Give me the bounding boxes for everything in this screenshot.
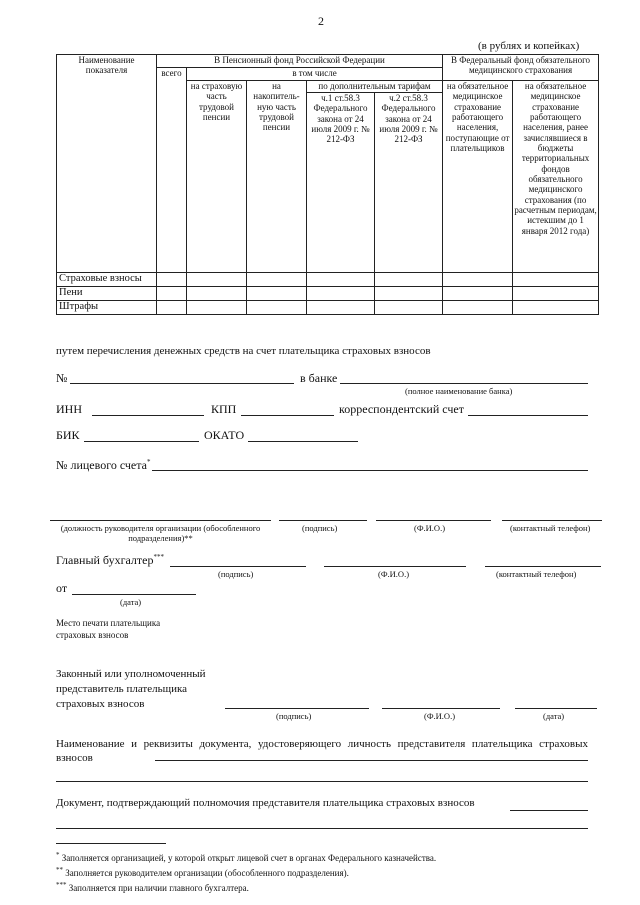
bank-label: в банке — [300, 371, 338, 385]
table-row — [57, 301, 599, 315]
cell[interactable] — [513, 301, 599, 315]
cell[interactable] — [375, 287, 443, 301]
head-phone-caption: (контактный телефон) — [510, 523, 591, 533]
header-medical-territorial: на обязательное медицинское страхование работающего населения, ранее зачислявшиеся в бюджеты территориальных фондов обязательного медицинского страхования (по расчетным периодам, истекшим до 1 января 2012 года) — [513, 81, 599, 273]
inn-label: ИНН — [56, 402, 82, 416]
row-label: Пени — [57, 287, 157, 301]
bank-name-field[interactable] — [340, 383, 588, 384]
cell[interactable] — [513, 273, 599, 287]
accountant-signature-caption: (подпись) — [218, 569, 254, 579]
id-document-field-2[interactable] — [56, 781, 588, 782]
corr-label: корреспондентский счет — [339, 402, 464, 416]
head-caption: (должность руководителя организации (обособленного подразделения)** — [60, 523, 261, 544]
units-note: (в рублях и копейках) — [478, 40, 580, 52]
cell[interactable] — [187, 273, 247, 287]
bank-caption: (полное наименование банка) — [405, 386, 513, 396]
accountant-phone-caption: (контактный телефон) — [496, 569, 577, 579]
cell[interactable] — [157, 273, 187, 287]
cell[interactable] — [247, 273, 307, 287]
cell[interactable] — [513, 287, 599, 301]
personal-account-field[interactable] — [152, 470, 588, 471]
rep-date-field[interactable] — [515, 708, 597, 709]
cell[interactable] — [443, 287, 513, 301]
accountant-phone-field[interactable] — [485, 566, 601, 567]
header-part1: ч.1 ст.58.3 Федерального закона от 24 июля 2009 г. № 212-ФЗ — [307, 93, 375, 273]
corr-account-field[interactable] — [468, 415, 588, 416]
head-phone-field[interactable] — [502, 520, 602, 521]
cell[interactable] — [375, 301, 443, 315]
accountant-signature-field[interactable] — [170, 566, 306, 567]
cell[interactable] — [247, 301, 307, 315]
stamp-text: Место печати плательщика страховых взносов — [56, 618, 161, 640]
head-fio-caption: (Ф.И.О.) — [414, 523, 446, 533]
kpp-field[interactable] — [241, 415, 334, 416]
head-fio-field[interactable] — [376, 520, 491, 521]
footnote-divider — [56, 843, 166, 844]
cell[interactable] — [187, 287, 247, 301]
header-including: в том числе — [187, 68, 443, 81]
head-signature-caption: (подпись) — [302, 523, 338, 533]
account-number-field[interactable] — [70, 383, 294, 384]
authority-document-field[interactable] — [510, 810, 588, 811]
accountant-label: Главный бухгалтер*** — [56, 553, 164, 567]
authority-document-field-2[interactable] — [56, 828, 588, 829]
representative-text: Законный или уполномоченный представитель плательщика страховых взносов — [56, 668, 206, 710]
header-medical-current: на обязательное медицинское страхование работающего населения, поступающие от плательщиков — [443, 81, 513, 273]
header-additional: по дополнительным тарифам — [307, 81, 443, 93]
date-field[interactable] — [72, 594, 196, 595]
header-funded-part: на накопитель-ную часть трудовой пенсии — [247, 81, 307, 273]
transfer-text: путем перечисления денежных средств на счет плательщика страховых взносов — [56, 345, 431, 357]
table-row — [57, 287, 599, 301]
cell[interactable] — [307, 287, 375, 301]
okato-field[interactable] — [248, 441, 358, 442]
authority-document-text: Документ, подтверждающий полномочия представителя плательщика страховых взносов — [56, 797, 475, 809]
okato-label: ОКАТО — [204, 428, 245, 442]
header-total: всего — [157, 68, 187, 273]
bik-field[interactable] — [84, 441, 199, 442]
footnote-2: ** Заполняется руководителем организации (обособленного подразделения). — [56, 866, 349, 879]
header-part2: ч.2 ст.58.3 Федерального закона от 24 июля 2009 г. № 212-ФЗ — [375, 93, 443, 273]
rep-signature-field[interactable] — [225, 708, 369, 709]
cell[interactable] — [443, 301, 513, 315]
table-row — [57, 273, 599, 287]
date-caption: (дата) — [120, 597, 142, 607]
number-label: № — [56, 371, 68, 385]
id-document-field[interactable] — [155, 760, 588, 761]
cell[interactable] — [187, 301, 247, 315]
rep-date-caption: (дата) — [543, 711, 565, 721]
personal-account-label: № лицевого счета* — [56, 458, 151, 472]
rep-fio-caption: (Ф.И.О.) — [424, 711, 456, 721]
header-insurance-part: на страховую часть трудовой пенсии — [187, 81, 247, 273]
bik-label: БИК — [56, 428, 80, 442]
cell[interactable] — [307, 301, 375, 315]
header-pension-fund: В Пенсионный фонд Российской Федерации — [157, 55, 443, 68]
contributions-table — [56, 54, 599, 315]
cell[interactable] — [247, 287, 307, 301]
page-number: 2 — [318, 14, 324, 28]
cell[interactable] — [443, 273, 513, 287]
footnotes — [56, 850, 436, 895]
inn-field[interactable] — [92, 415, 204, 416]
footnote-1: * Заполняется организацией, у которой открыт лицевой счет в органах Федерального казначейства. — [56, 851, 437, 863]
header-indicator: Наименование показателя — [57, 55, 157, 273]
row-label: Страховые взносы — [57, 273, 157, 287]
kpp-label: КПП — [211, 402, 237, 416]
head-position-field[interactable] — [50, 520, 271, 521]
cell[interactable] — [307, 273, 375, 287]
row-label: Штрафы — [57, 301, 157, 315]
cell[interactable] — [157, 301, 187, 315]
head-signature-field[interactable] — [279, 520, 367, 521]
cell[interactable] — [375, 273, 443, 287]
accountant-fio-field[interactable] — [324, 566, 466, 567]
header-medical-fund: В Федеральный фонд обязательного медицинского страхования — [443, 55, 599, 81]
rep-signature-caption: (подпись) — [276, 711, 312, 721]
accountant-fio-caption: (Ф.И.О.) — [378, 569, 410, 579]
rep-fio-field[interactable] — [382, 708, 500, 709]
id-document-text: Наименование и реквизиты документа, удостоверяющего личность представителя плательщика страховых взносов — [56, 738, 588, 765]
cell[interactable] — [157, 287, 187, 301]
from-label: от — [56, 581, 68, 595]
footnote-3: *** Заполняется при наличии главного бухгалтера. — [56, 881, 249, 894]
